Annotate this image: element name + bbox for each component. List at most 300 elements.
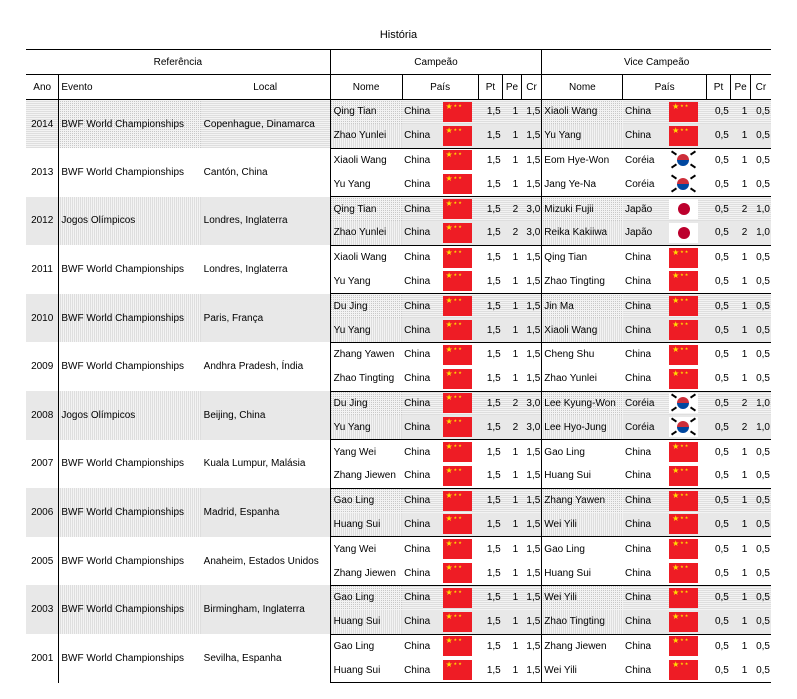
korea-flag-icon [669,150,698,170]
champion-name-cell: Zhang Jiewen [330,561,402,585]
flag-cell [436,634,478,658]
china-flag-icon [443,660,472,680]
event-cell: BWF World Championships [59,634,201,683]
location-cell: Londres, Inglaterra [201,197,330,246]
runner-up-pt-cell: 0,5 [706,124,731,148]
runner-up-pe-cell: 2 [731,415,751,439]
header-champion-cr: Cr [521,75,542,100]
runner-up-pt-cell: 0,5 [706,367,731,391]
runner-up-country-cell: China [624,252,652,264]
champion-country-cell: China [402,391,436,415]
runner-up-pt-cell: 0,5 [706,100,731,124]
champion-name-cell: Gao Ling [330,585,402,609]
runner-up-pt-cell: 0,5 [706,658,731,682]
runner-up-pe-cell: 1 [741,252,748,264]
champion-country-cell: China [402,100,436,124]
champion-country-cell: China [402,318,436,342]
runner-up-cr-cell: 0,5 [750,464,771,488]
champion-pt-cell: 1,5 [478,610,503,634]
champion-pt-cell: 1,5 [478,415,503,439]
champion-country-cell: China [404,543,431,555]
china-flag-icon [669,296,698,316]
china-flag-icon [669,563,698,583]
runner-up-pt-cell: 0,5 [706,294,731,318]
runner-up-pt-cell: 0,5 [706,172,731,196]
table-row [26,197,771,221]
champion-name-cell: Zhang Jiewen [330,464,402,488]
runner-up-pt-cell: 0,5 [706,513,731,537]
runner-up-country-cell: China [623,124,661,148]
china-flag-icon [443,393,472,413]
flag-cell [661,585,706,609]
table-row [26,634,771,658]
champion-pe-cell: 1 [503,513,521,537]
runner-up-pe-cell: 1 [741,543,748,555]
china-flag-icon [669,369,698,389]
location-cell: Copenhague, Dinamarca [201,100,330,149]
champion-name-cell: Yu Yang [330,172,402,196]
champion-name-cell: Zhao Yunlei [330,124,402,148]
champion-cr-cell: 1,5 [521,318,542,342]
runner-up-name-cell: Gao Ling [542,440,623,464]
table-row [26,100,771,124]
runner-up-country-cell: China [623,270,661,294]
event-cell: BWF World Championships [59,100,201,149]
header-champion-country: País [402,75,478,100]
runner-up-name-cell: Cheng Shu [542,342,623,366]
flag-cell [436,658,478,682]
champion-pt-cell: 1,5 [478,197,503,221]
runner-up-name-cell: Xiaoli Wang [542,318,623,342]
flag-cell [661,440,706,464]
runner-up-cr-cell: 0,5 [750,561,771,585]
year-cell: 2012 [26,197,59,246]
champion-name-cell: Zhang Yawen [330,342,402,366]
runner-up-pe-cell: 1 [731,172,751,196]
location-cell: Cantón, China [203,166,268,178]
china-flag-icon [669,442,698,462]
champion-name-cell: Zhao Tingting [330,367,402,391]
flag-cell [661,148,706,172]
champion-pt-cell: 1,5 [478,658,503,682]
runner-up-country-cell: China [623,367,661,391]
header-location: Local [201,75,330,100]
china-flag-icon [443,174,472,194]
runner-up-cr-cell: 0,5 [750,124,771,148]
runner-up-pt-cell: 0,5 [714,446,729,458]
champion-pe-cell: 1 [503,488,521,512]
champion-country-cell: China [402,464,436,488]
table-row [26,294,771,318]
flag-cell [436,270,478,294]
location-cell: Anaheim, Estados Unidos [203,555,319,567]
header-group-runner-up: Vice Campeão [542,50,771,75]
champion-cr-cell: 1,5 [526,640,541,652]
flag-cell [436,513,478,537]
runner-up-pe-cell: 1 [731,367,751,391]
china-flag-icon [669,612,698,632]
runner-up-pt-cell: 0,5 [706,561,731,585]
runner-up-cr-cell: 0,5 [750,610,771,634]
flag-cell [661,464,706,488]
runner-up-pe-cell: 1 [731,124,751,148]
champion-pe-cell: 1 [503,294,521,318]
table-row [26,245,771,269]
china-flag-icon [443,417,472,437]
champion-cr-cell: 3,0 [521,221,542,245]
champion-pe-cell: 1 [503,124,521,148]
flag-cell [436,342,478,366]
flag-cell [436,318,478,342]
champion-pt-cell: 1,5 [478,294,503,318]
flag-cell [661,561,706,585]
runner-up-pe-cell: 1 [731,513,751,537]
table-row [26,391,771,415]
flag-cell [436,294,478,318]
china-flag-icon [443,369,472,389]
champion-country-cell: China [402,415,436,439]
champion-name-cell: Xiaoli Wang [330,245,402,269]
runner-up-name-cell: Lee Hyo-Jung [542,415,623,439]
champion-name-cell: Yu Yang [330,318,402,342]
champion-pt-cell: 1,5 [486,252,501,264]
location-cell: Beijing, China [201,391,330,440]
flag-cell [661,197,706,221]
runner-up-name-cell: Zhang Jiewen [542,634,623,658]
runner-up-pt-cell: 0,5 [706,415,731,439]
header-group-champion: Campeão [330,50,542,75]
china-flag-icon [443,199,472,219]
china-flag-icon [443,102,472,122]
champion-country-cell: China [402,270,436,294]
flag-cell [661,634,706,658]
champion-cr-cell: 1,5 [521,658,542,682]
runner-up-cr-cell: 0,5 [750,294,771,318]
champion-cr-cell: 3,0 [521,197,542,221]
champion-pe-cell: 1 [503,270,521,294]
champion-name-cell: Qing Tian [330,197,402,221]
flag-cell [661,537,706,561]
champion-name-cell: Yang Wei [330,440,402,464]
champion-cr-cell: 1,5 [521,124,542,148]
champion-pt-cell: 1,5 [478,488,503,512]
china-flag-icon [443,539,472,559]
runner-up-country-cell: Coréia [623,391,661,415]
runner-up-pt-cell: 0,5 [706,270,731,294]
flag-cell [661,221,706,245]
china-flag-icon [669,320,698,340]
runner-up-pt-cell: 0,5 [706,391,731,415]
champion-country-cell: China [404,640,431,652]
runner-up-country-cell: China [623,610,661,634]
runner-up-cr-cell: 0,5 [750,318,771,342]
runner-up-pt-cell: 0,5 [706,464,731,488]
year-cell: 2014 [26,100,59,149]
champion-name-cell: Zhao Yunlei [330,221,402,245]
runner-up-cr-cell: 0,5 [750,513,771,537]
runner-up-pe-cell: 1 [741,446,748,458]
runner-up-cr-cell: 1,0 [750,197,771,221]
runner-up-cr-cell: 0,5 [756,154,770,166]
china-flag-icon [669,271,698,291]
event-cell: BWF World Championships [59,585,201,634]
runner-up-pt-cell: 0,5 [714,154,729,166]
location-cell: Londres, Inglaterra [203,264,288,276]
runner-up-cr-cell: 1,0 [750,391,771,415]
runner-up-name-cell: Reika Kakiiwa [542,221,623,245]
header-runner-up-cr: Cr [750,75,771,100]
runner-up-cr-cell: 1,0 [750,221,771,245]
runner-up-cr-cell: 1,0 [750,415,771,439]
champion-pt-cell: 1,5 [478,270,503,294]
runner-up-name-cell: Zhang Yawen [542,488,623,512]
flag-cell [661,318,706,342]
champion-pt-cell: 1,5 [478,221,503,245]
runner-up-pe-cell: 1 [731,561,751,585]
china-flag-icon [669,248,698,268]
runner-up-pe-cell: 1 [731,100,751,124]
runner-up-pe-cell: 1 [731,610,751,634]
china-flag-icon [443,320,472,340]
header-runner-up-pt: Pt [706,75,731,100]
champion-pt-cell: 1,5 [478,318,503,342]
runner-up-cr-cell: 0,5 [750,585,771,609]
champion-country-cell: China [404,349,431,361]
runner-up-name-cell: Lee Kyung-Won [542,391,623,415]
table-row [26,342,771,366]
champion-pe-cell: 2 [503,391,521,415]
flag-cell [661,658,706,682]
champion-pe-cell: 1 [512,154,519,166]
runner-up-name-cell: Huang Sui [542,464,623,488]
korea-flag-icon [669,417,698,437]
table-row [26,148,771,172]
champion-country-cell: China [402,124,436,148]
champion-pt-cell: 1,5 [478,464,503,488]
runner-up-cr-cell: 0,5 [756,543,770,555]
champion-cr-cell: 1,5 [521,488,542,512]
champion-name-cell: Gao Ling [330,634,402,658]
china-flag-icon [443,563,472,583]
runner-up-name-cell: Zhao Yunlei [542,367,623,391]
header-champion-name: Nome [330,75,402,100]
flag-cell [661,488,706,512]
event-cell: BWF World Championships [59,342,201,391]
runner-up-pt-cell: 0,5 [706,318,731,342]
flag-cell [436,488,478,512]
champion-pt-cell: 1,5 [478,367,503,391]
runner-up-name-cell: Zhao Tingting [542,270,623,294]
flag-cell [436,610,478,634]
china-flag-icon [443,491,472,511]
runner-up-country-cell: China [624,446,652,458]
korea-flag-icon [669,174,698,194]
champion-pt-cell: 1,5 [486,154,501,166]
runner-up-cr-cell: 0,5 [750,488,771,512]
champion-cr-cell: 1,5 [521,172,542,196]
champion-pe-cell: 1 [503,610,521,634]
china-flag-icon [669,345,698,365]
champion-pe-cell: 1 [503,561,521,585]
year-cell: 2006 [26,488,59,537]
china-flag-icon [443,126,472,146]
runner-up-name-cell: Wei Yili [542,513,623,537]
event-cell: BWF World Championships [59,440,201,489]
year-cell: 2009 [31,361,54,373]
champion-name-cell: Huang Sui [330,610,402,634]
champion-pt-cell: 1,5 [486,349,501,361]
champion-pe-cell: 1 [503,585,521,609]
champion-country-cell: China [402,294,436,318]
runner-up-country-cell: China [623,585,661,609]
champion-pt-cell: 1,5 [486,446,501,458]
event-cell: BWF World Championships [59,245,201,294]
table-row [26,440,771,464]
flag-cell [436,391,478,415]
champion-country-cell: China [404,154,431,166]
event-cell: Jogos Olímpicos [59,197,201,246]
champion-pe-cell: 1 [512,543,519,555]
runner-up-country-cell: China [623,658,661,682]
runner-up-country-cell: China [623,318,661,342]
korea-flag-icon [669,393,698,413]
flag-cell [436,415,478,439]
runner-up-name-cell: Jin Ma [542,294,623,318]
runner-up-cr-cell: 0,5 [756,446,770,458]
champion-name-cell: Yu Yang [330,270,402,294]
flag-cell [436,561,478,585]
location-cell: Sevilha, Espanha [203,652,282,664]
champion-name-cell: Huang Sui [330,658,402,682]
runner-up-pt-cell: 0,5 [714,543,729,555]
runner-up-country-cell: China [623,513,661,537]
runner-up-pe-cell: 1 [731,585,751,609]
china-flag-icon [669,102,698,122]
runner-up-pt-cell: 0,5 [706,488,731,512]
china-flag-icon [443,271,472,291]
runner-up-pt-cell: 0,5 [714,349,729,361]
champion-cr-cell: 1,5 [521,270,542,294]
flag-cell [436,124,478,148]
champion-pt-cell: 1,5 [478,172,503,196]
champion-country-cell: China [402,488,436,512]
champion-country-cell: China [402,561,436,585]
runner-up-country-cell: China [623,294,661,318]
flag-cell [436,464,478,488]
champion-pt-cell: 1,5 [478,100,503,124]
flag-cell [436,537,478,561]
flag-cell [661,391,706,415]
location-cell: Birmingham, Inglaterra [201,585,330,634]
runner-up-country-cell: China [623,561,661,585]
runner-up-country-cell: Coréia [623,415,661,439]
runner-up-pt-cell: 0,5 [706,197,731,221]
runner-up-pe-cell: 1 [731,318,751,342]
champion-cr-cell: 1,5 [521,561,542,585]
champion-country-cell: China [402,610,436,634]
japan-flag-icon [669,199,698,219]
china-flag-icon [669,126,698,146]
runner-up-pe-cell: 2 [731,221,751,245]
champion-name-cell: Xiaoli Wang [330,148,402,172]
china-flag-icon [443,442,472,462]
champion-pe-cell: 2 [503,221,521,245]
champion-cr-cell: 1,5 [526,446,541,458]
runner-up-cr-cell: 0,5 [750,270,771,294]
champion-name-cell: Yu Yang [330,415,402,439]
runner-up-pt-cell: 0,5 [714,640,729,652]
runner-up-cr-cell: 0,5 [750,172,771,196]
flag-cell [436,367,478,391]
runner-up-cr-cell: 0,5 [756,252,770,264]
runner-up-country-cell: China [624,349,652,361]
header-group-reference: Referência [26,50,330,75]
champion-name-cell: Huang Sui [330,513,402,537]
champion-pt-cell: 1,5 [478,585,503,609]
runner-up-pe-cell: 2 [731,391,751,415]
event-cell: BWF World Championships [59,488,201,537]
china-flag-icon [669,636,698,656]
year-cell: 2013 [31,166,54,178]
champion-pe-cell: 1 [503,658,521,682]
champion-name-cell: Yang Wei [330,537,402,561]
runner-up-pe-cell: 1 [741,349,748,361]
china-flag-icon [443,248,472,268]
table-row [26,585,771,609]
runner-up-country-cell: Japão [623,197,661,221]
year-cell: 2003 [26,585,59,634]
runner-up-name-cell: Wei Yili [542,585,623,609]
champion-cr-cell: 1,5 [526,154,541,166]
header-champion-pt: Pt [478,75,503,100]
runner-up-pe-cell: 1 [731,270,751,294]
flag-cell [661,294,706,318]
flag-cell [661,415,706,439]
champion-country-cell: China [402,221,436,245]
runner-up-country-cell: Japão [623,221,661,245]
table-row [26,488,771,512]
year-cell: 2008 [26,391,59,440]
champion-pe-cell: 1 [512,446,519,458]
china-flag-icon [669,466,698,486]
runner-up-pe-cell: 1 [741,640,748,652]
champion-name-cell: Qing Tian [330,100,402,124]
champion-cr-cell: 3,0 [521,391,542,415]
china-flag-icon [443,345,472,365]
champion-name-cell: Du Jing [330,391,402,415]
runner-up-pt-cell: 0,5 [706,610,731,634]
flag-cell [436,245,478,269]
runner-up-pe-cell: 1 [731,464,751,488]
champion-country-cell: China [402,172,436,196]
champion-cr-cell: 1,5 [521,100,542,124]
flag-cell [661,342,706,366]
year-cell: 2010 [26,294,59,343]
champion-cr-cell: 1,5 [521,367,542,391]
runner-up-name-cell: Zhao Tingting [542,610,623,634]
runner-up-pe-cell: 1 [731,488,751,512]
champion-name-cell: Gao Ling [330,488,402,512]
china-flag-icon [443,636,472,656]
year-cell: 2007 [31,458,54,470]
flag-cell [661,367,706,391]
runner-up-pt-cell: 0,5 [714,252,729,264]
champion-pe-cell: 2 [503,415,521,439]
event-cell: BWF World Championships [59,148,201,197]
runner-up-country-cell: China [624,640,652,652]
champion-country-cell: China [402,658,436,682]
year-cell: 2011 [31,264,53,276]
